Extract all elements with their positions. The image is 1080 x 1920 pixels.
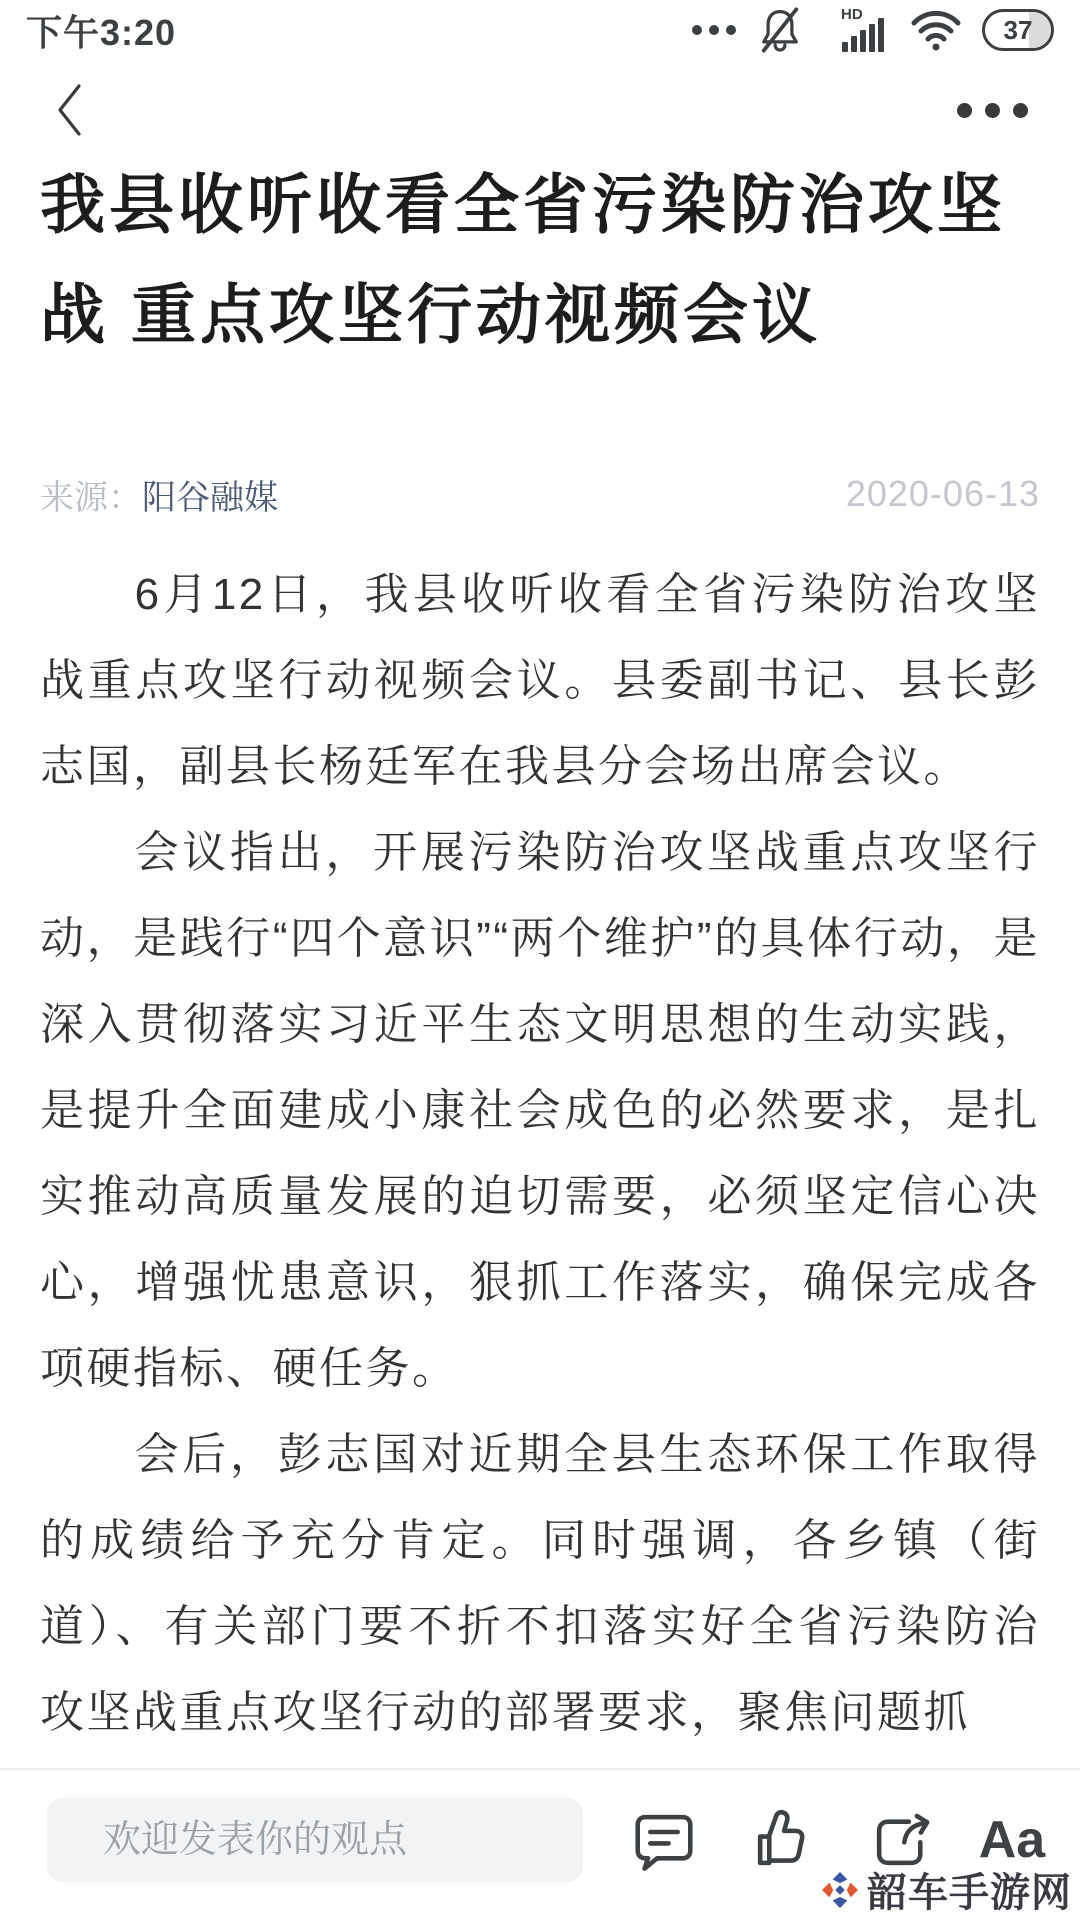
text-size-button[interactable]: Aa xyxy=(978,1811,1046,1869)
article-body xyxy=(40,552,1040,1756)
comment-input[interactable] xyxy=(47,1798,583,1882)
back-button[interactable] xyxy=(48,72,96,148)
status-bar xyxy=(0,0,1080,60)
article-title: 我县收听收看全省污染防治攻坚战 重点攻坚行动视频会议 xyxy=(40,168,1007,351)
publish-date: 2020-06-13 xyxy=(845,473,1040,514)
site-watermark xyxy=(821,1861,1072,1918)
article-paragraph: 会议指出，开展污染防治攻坚战重点攻坚行动，是践行“四个意识”“两个维护”的具体行动，是深入贯彻落实习近平生态文明思想的生动实践，是提升全面建成小康社会成色的必然要求，是扎实推动高质量发展的迫切需要，必须坚定信心决心，增强忧患意识，狠抓工作落实，确保完成各项硬指标、硬任务。 xyxy=(40,828,1040,1393)
mute-bell-icon xyxy=(754,4,806,56)
clock-text: 下午3:20 xyxy=(26,11,177,53)
battery-icon xyxy=(982,9,1054,51)
more-menu-button[interactable] xyxy=(957,90,1028,130)
thumbs-up-icon[interactable] xyxy=(751,1808,815,1872)
svg-text:HD: HD xyxy=(841,6,863,23)
status-icons xyxy=(692,4,1054,56)
source-label: 来源： xyxy=(40,478,142,517)
comment-bubble-icon[interactable] xyxy=(632,1808,696,1872)
watermark-text: 韶车手游网 xyxy=(867,1871,1072,1915)
source-link[interactable]: 阳谷融媒 xyxy=(142,478,278,517)
notification-dots-icon xyxy=(692,25,736,35)
comment-input-wrap[interactable] xyxy=(47,1798,583,1882)
wifi-icon xyxy=(908,7,964,53)
article-paragraph: 会后，彭志国对近期全县生态环保工作取得的成绩给予充分肯定。同时强调，各乡镇（街道）、有关部门要不折不扣落实好全省污染防治攻坚战重点攻坚行动的部署要求，聚焦问题抓 xyxy=(40,1430,1040,1737)
article-meta xyxy=(40,470,1040,518)
watermark-logo-icon xyxy=(821,1871,859,1909)
back-chevron-icon xyxy=(48,80,92,140)
article-paragraph: 6月12日，我县收听收看全省污染防治攻坚战重点攻坚行动视频会议。县委副书记、县长彭志国，副县长杨廷军在我县分会场出席会议。 xyxy=(40,570,1040,791)
more-dots-icon xyxy=(957,103,972,118)
signal-hd-icon xyxy=(824,6,890,54)
battery-level: 37 xyxy=(1003,14,1033,45)
